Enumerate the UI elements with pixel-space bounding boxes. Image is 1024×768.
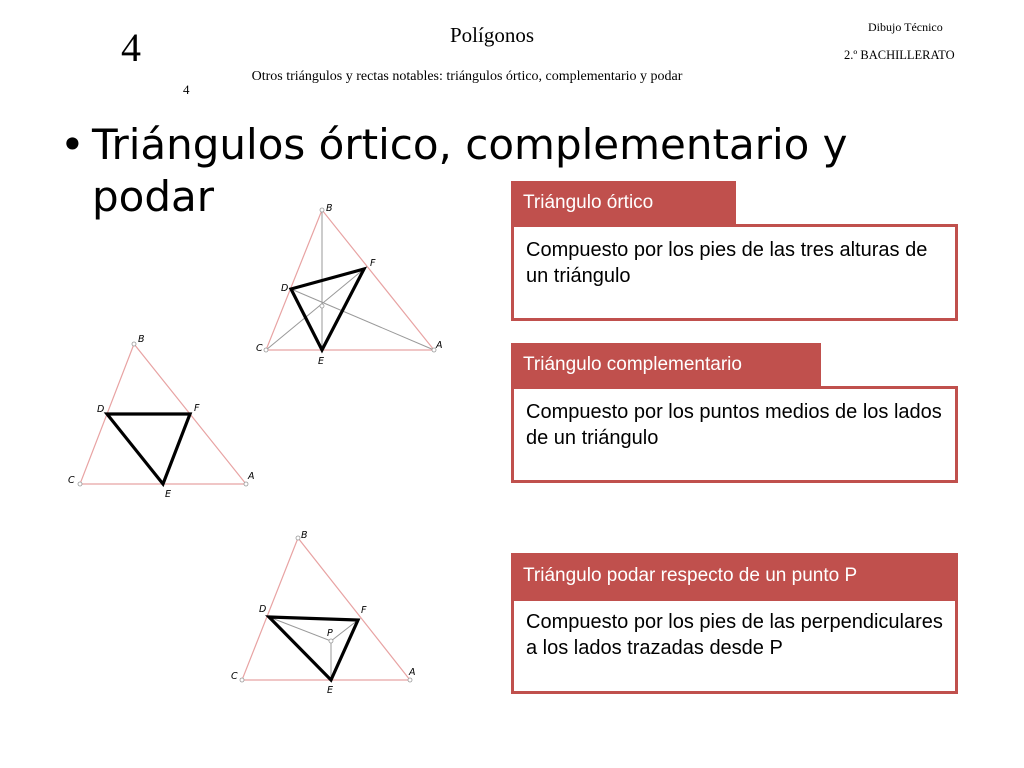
orthic-vertex-c	[264, 348, 268, 352]
pedal-label-f: F	[361, 605, 367, 616]
course-label: Dibujo Técnico	[868, 20, 943, 34]
pedal-label-p: P	[327, 628, 333, 639]
definition-tab-orthic: Triángulo órtico	[511, 181, 736, 225]
orthic-altitude-a	[291, 289, 434, 350]
complementary-label-d: D	[97, 404, 105, 415]
pedal-label-d: D	[259, 604, 267, 615]
orthic-label-a: A	[436, 340, 443, 351]
complementary-vertex-b	[132, 342, 136, 346]
definition-orthic-text: Compuesto por los pies de las tres alturas de un triángulo	[526, 239, 928, 287]
complementary-inner-triangle	[107, 414, 190, 484]
complementary-label-b: B	[138, 334, 145, 345]
orthic-inner-triangle	[291, 269, 364, 350]
orthic-triangle-diagram	[256, 203, 443, 367]
complementary-vertex-c	[78, 482, 82, 486]
complementary-label-c: C	[68, 475, 75, 486]
pedal-label-a: A	[409, 667, 416, 678]
orthic-label-d: D	[281, 283, 289, 294]
definition-pedal-text: Compuesto por los pies de las perpendiculares a los lados trazadas desde P	[526, 611, 943, 659]
pedal-vertex-c	[240, 678, 244, 682]
orthic-label-e: E	[318, 356, 325, 367]
complementary-label-e: E	[165, 489, 172, 500]
pedal-outer-triangle	[242, 538, 410, 680]
complementary-vertex-a	[244, 482, 248, 486]
orthic-vertex-b	[320, 208, 324, 212]
slide-number-small: 4	[183, 82, 190, 97]
pedal-vertex-a	[408, 678, 412, 682]
page-title: Polígonos	[449, 23, 535, 47]
pedal-label-e: E	[327, 685, 334, 696]
slide-number: 4	[121, 25, 141, 70]
definition-complementary-text: Compuesto por los puntos medios de los lados de un triángulo	[526, 401, 942, 449]
complementary-label-f: F	[194, 403, 200, 414]
complementary-label-a: A	[248, 471, 255, 482]
pedal-triangle-diagram	[231, 530, 416, 696]
bullet-point: •	[60, 120, 85, 169]
page-subtitle: Otros triángulos y rectas notables: triángulos órtico, complementario y podar	[251, 69, 683, 84]
level-label: 2.º BACHILLERATO	[844, 48, 955, 62]
orthic-label-b: B	[326, 203, 333, 214]
complementary-triangle-diagram	[68, 334, 255, 500]
pedal-perpendicular-d	[269, 617, 331, 641]
orthic-label-c: C	[256, 343, 263, 354]
pedal-label-c: C	[231, 671, 238, 682]
pedal-inner-triangle	[269, 617, 358, 680]
orthic-label-f: F	[370, 258, 376, 269]
heading-line-1: Triángulos órtico, complementario y	[92, 120, 848, 169]
heading-line-2: podar	[92, 172, 215, 221]
definition-tab-complementary: Triángulo complementario	[511, 343, 821, 387]
pedal-vertex-b	[296, 536, 300, 540]
pedal-label-b: B	[301, 530, 308, 541]
definition-tab-pedal: Triángulo podar respecto de un punto P	[511, 553, 958, 599]
orthic-orthocenter	[320, 304, 324, 308]
pedal-point-p	[329, 639, 333, 643]
